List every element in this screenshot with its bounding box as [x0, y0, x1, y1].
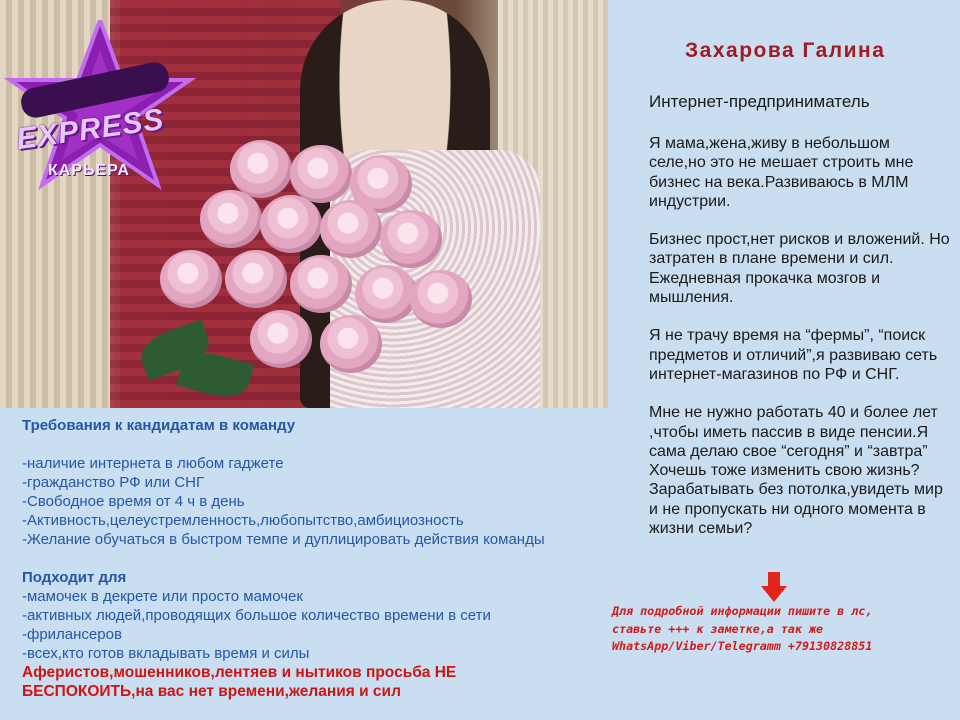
rose: [250, 310, 312, 368]
rose: [320, 200, 382, 258]
rose: [200, 190, 262, 248]
bio-paragraph: Я не трачу время на “фермы”, “поиск предметов и отличий”,я развиваю сеть интернет-магазинов по РФ и СНГ.: [649, 327, 938, 383]
contact-line: ставьте +++ к заметке,а так же: [612, 621, 824, 636]
suitable-item: -фрилансеров: [22, 626, 122, 643]
profile-role: Интернет-предприниматель: [649, 92, 870, 111]
rose: [410, 270, 472, 328]
rose: [320, 315, 382, 373]
arrow-down-icon: [761, 572, 787, 602]
bio-paragraph: Я мама,жена,живу в небольшом селе,но это не мешает строить мне бизнес на века.Развиваюсь в МЛМ индустрии.: [649, 135, 914, 210]
suitable-item: -всех,кто готов вкладывать время и силы: [22, 645, 310, 662]
rose: [230, 140, 292, 198]
profile-bio: [649, 134, 951, 538]
warning-text: БЕСПОКОИТЬ,на вас нет времени,желания и сил: [22, 683, 401, 700]
bio-paragraph: Бизнес прост,нет рисков и вложений. Но затратен в плане времени и сил. Ежедневная прокачка мозгов и мышления.: [649, 231, 950, 307]
rose: [355, 265, 417, 323]
bio-paragraph: Хочешь тоже изменить свою жизнь? Зарабатывать без потолка,увидеть мир и не пропускать ни одного момента в жизни семьи?: [649, 462, 943, 538]
logo-express-text: EXPRESS: [14, 102, 167, 157]
suitable-item: -мамочек в декрете или просто мамочек: [22, 588, 303, 605]
requirements-section: [22, 416, 612, 701]
requirement-item: -наличие интернета в любом гаджете: [22, 455, 284, 472]
rose: [225, 250, 287, 308]
profile-panel: [608, 0, 960, 720]
rose: [380, 210, 442, 268]
bio-paragraph: Мне не нужно работать 40 и более лет ,чтобы иметь пассив в виде пенсии.Я сама делаю свое “сегодня” и “завтра”: [649, 404, 938, 460]
rose: [260, 195, 322, 253]
requirement-item: -Активность,целеустремленность,любопытство,амбициозность: [22, 512, 464, 529]
express-karera-logo: [0, 20, 200, 195]
warning-text: Аферистов,мошенников,лентяев и нытиков просьба НЕ: [22, 664, 457, 681]
suitable-item: -активных людей,проводящих большое количество времени в сети: [22, 607, 491, 624]
rose: [290, 145, 352, 203]
requirements-title: Требования к кандидатам в команду: [22, 417, 296, 434]
requirement-item: -гражданство РФ или СНГ: [22, 474, 205, 491]
profile-name: Захарова Галина: [685, 39, 886, 62]
rose: [290, 255, 352, 313]
contact-line: WhatsApp/Viber/Telegramm +79130828851: [612, 639, 873, 653]
requirement-item: -Свободное время от 4 ч в день: [22, 493, 245, 510]
rose: [160, 250, 222, 308]
suitable-title: Подходит для: [22, 569, 127, 586]
logo-subtitle-text: КАРЬЕРА: [48, 162, 130, 179]
requirement-item: -Желание обучаться в быстром темпе и дуплицировать действия команды: [22, 531, 545, 548]
contact-info: [612, 603, 957, 656]
contact-line: Для подробной информации пишите в лс,: [612, 604, 873, 618]
